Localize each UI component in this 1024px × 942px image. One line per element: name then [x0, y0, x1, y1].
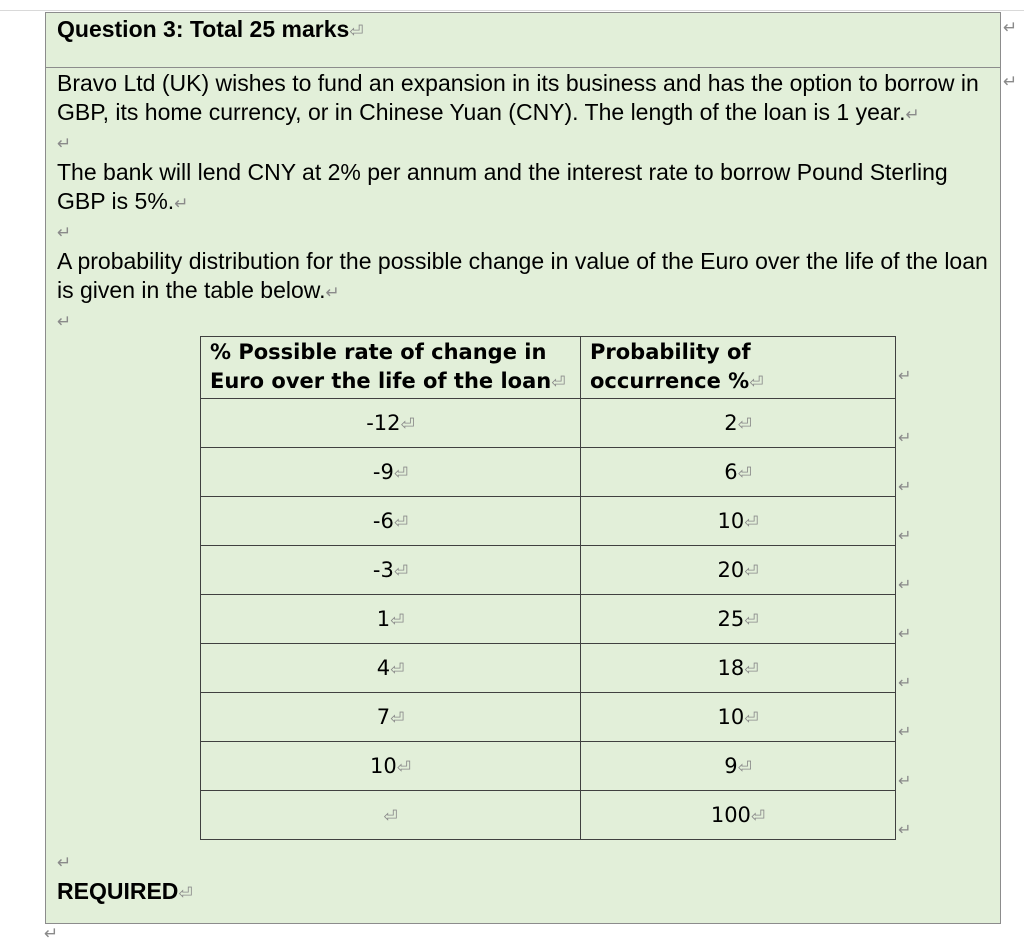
row-end-mark: ↵ [898, 773, 912, 790]
table-row [201, 497, 896, 546]
empty-paragraph-mark: ↵ [57, 223, 72, 242]
paragraph-mark: ↵ [325, 283, 340, 302]
required-heading: REQUIRED⏎ [57, 878, 193, 904]
table-row [201, 546, 896, 595]
empty-paragraph-mark: ↵ [57, 134, 72, 153]
rate-cell[interactable]: -6⏎ [201, 497, 581, 546]
cell-end-mark: ⏎ [393, 464, 409, 484]
table-row-total [201, 791, 896, 840]
row-end-mark: ↵ [898, 528, 912, 545]
paragraph-intro: Bravo Ltd (UK) wishes to fund an expansion in its business and has the option to borrow in GBP, its home currency, or in Chinese Yuan (CNY). The length of the loan is 1 year.↵ [57, 70, 979, 125]
header-probability[interactable]: Probability of occurrence %⏎ [581, 337, 896, 399]
cell-end-mark: ⏎ [737, 464, 752, 484]
table-row [201, 399, 896, 448]
row-end-mark: ↵ [898, 675, 912, 692]
table-row [201, 742, 896, 791]
rate-cell[interactable]: -12⏎ [201, 399, 581, 448]
rate-cell[interactable]: 1⏎ [201, 595, 581, 644]
header-rate-of-change[interactable]: % Possible rate of change in Euro over the life of the loan⏎ [201, 337, 581, 399]
probability-cell[interactable]: 10⏎ [581, 497, 896, 546]
row-end-mark: ↵ [898, 577, 912, 594]
row-end-mark: ↵ [898, 430, 912, 447]
rate-cell-empty[interactable] [201, 791, 581, 840]
cell-end-mark: ⏎ [383, 807, 398, 827]
cell-end-mark: ⏎ [390, 611, 405, 631]
probability-cell[interactable]: 6⏎ [581, 448, 896, 497]
paragraph-distribution: A probability distribution for the possible change in value of the Euro over the life of the loan is given in the table below.↵ [57, 248, 988, 303]
rate-cell[interactable]: -9⏎ [201, 448, 581, 497]
row-end-mark: ↵ [1003, 72, 1018, 91]
cell-end-mark: ⏎ [744, 660, 759, 680]
paragraph-mark: ↵ [174, 194, 189, 213]
row-end-mark: ↵ [898, 724, 912, 741]
cell-end-mark: ⏎ [396, 758, 411, 778]
probability-cell[interactable]: 20⏎ [581, 546, 896, 595]
rate-cell[interactable]: 7⏎ [201, 693, 581, 742]
page-top-rule [0, 10, 1024, 11]
rate-cell[interactable]: 4⏎ [201, 644, 581, 693]
probability-cell[interactable]: 2⏎ [581, 399, 896, 448]
probability-cell[interactable]: 10⏎ [581, 693, 896, 742]
row-end-mark: ↵ [1003, 18, 1018, 37]
probability-table-wrapper [200, 336, 989, 840]
cell-end-mark: ⏎ [744, 562, 759, 582]
paragraph-mark: ↵ [905, 105, 920, 124]
row-end-mark: ↵ [898, 626, 912, 643]
probability-cell[interactable]: 25⏎ [581, 595, 896, 644]
question-title-cell[interactable] [46, 13, 1001, 68]
question-body-cell[interactable] [46, 68, 1001, 924]
cell-end-mark: ⏎ [393, 513, 409, 533]
cell-end-mark: ⏎ [737, 415, 752, 435]
rate-cell[interactable]: -3⏎ [201, 546, 581, 595]
table-row [201, 644, 896, 693]
cell-end-mark: ⏎ [393, 562, 409, 582]
table-header-row [201, 337, 896, 399]
probability-total-cell[interactable]: 100⏎ [581, 791, 896, 840]
probability-table [200, 336, 896, 840]
row-end-mark: ↵ [898, 479, 912, 496]
table-row [201, 693, 896, 742]
cell-end-mark: ⏎ [390, 660, 405, 680]
row-end-mark: ↵ [898, 822, 912, 839]
rate-cell[interactable]: 10⏎ [201, 742, 581, 791]
cell-end-mark: ⏎ [178, 884, 193, 903]
table-row [201, 448, 896, 497]
row-end-mark: ↵ [898, 368, 912, 385]
cell-end-mark: ⏎ [744, 611, 759, 631]
empty-paragraph-mark: ↵ [57, 312, 72, 331]
empty-paragraph-mark: ↵ [57, 853, 72, 872]
cell-end-mark: ⏎ [750, 807, 766, 827]
table-row [201, 595, 896, 644]
cell-end-mark: ⏎ [400, 415, 415, 435]
cell-end-mark: ⏎ [390, 709, 405, 729]
cell-end-mark: ⏎ [551, 373, 566, 393]
cell-end-mark: ⏎ [349, 22, 364, 41]
cell-end-mark: ⏎ [737, 758, 752, 778]
probability-cell[interactable]: 9⏎ [581, 742, 896, 791]
probability-cell[interactable]: 18⏎ [581, 644, 896, 693]
cell-end-mark: ⏎ [744, 709, 759, 729]
cell-end-mark: ⏎ [744, 513, 759, 533]
question-title: Question 3: Total 25 marks⏎ [57, 16, 364, 42]
cell-end-mark: ⏎ [749, 373, 764, 393]
paragraph-rates: The bank will lend CNY at 2% per annum and the interest rate to borrow Pound Sterling GBP is 5%.↵ [57, 159, 948, 214]
document-end-mark: ↵ [44, 924, 59, 942]
question-table [45, 12, 1001, 924]
